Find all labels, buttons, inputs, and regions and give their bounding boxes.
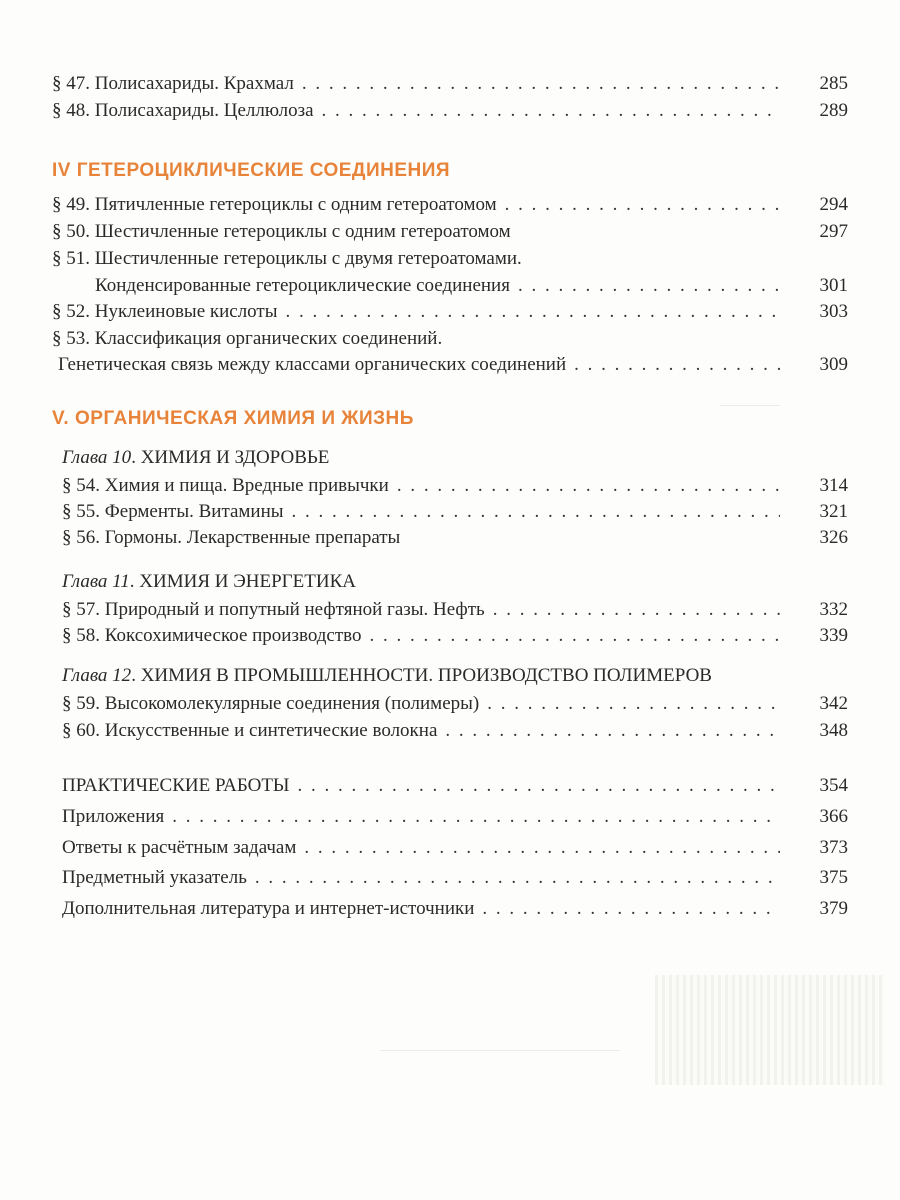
toc-entry-label: Предметный указатель [62, 867, 247, 888]
leader-dots [302, 72, 780, 96]
toc-entry-page: 339 [819, 625, 848, 646]
toc-entry-label: § 57. Природный и попутный нефтяной газы. Нефть [62, 599, 485, 620]
leader-dots [397, 474, 780, 498]
toc-entry-page: 309 [819, 354, 848, 375]
toc-entry-page: 348 [819, 720, 848, 741]
leader-dots [286, 300, 780, 324]
bleed-through-line [720, 405, 780, 406]
toc-entry-label: § 47. Полисахариды. Крахмал [52, 73, 294, 94]
toc-entry-page: 314 [819, 475, 848, 496]
toc-entry-page: 289 [819, 100, 848, 121]
toc-entry-page: 375 [819, 867, 848, 888]
leader-dots [322, 99, 780, 123]
toc-entry-page: 326 [819, 527, 848, 548]
toc-entry-label: ПРАКТИЧЕСКИЕ РАБОТЫ [62, 775, 290, 796]
toc-entry-label: § 54. Химия и пища. Вредные привычки [62, 475, 389, 496]
chapter-10-heading[interactable] [62, 446, 329, 470]
toc-entry-label: § 48. Полисахариды. Целлюлоза [52, 100, 314, 121]
toc-entry-page: 303 [819, 301, 848, 322]
toc-entry-page: 379 [819, 898, 848, 919]
chapter-title: . ХИМИЯ И ЗДОРОВЬЕ [131, 447, 330, 468]
toc-entry-label: § 56. Гормоны. Лекарственные препараты [62, 527, 401, 548]
toc-entry-label: Генетическая связь между классами органических соединений [58, 354, 567, 375]
leader-dots [574, 353, 780, 377]
toc-entry-label: § 55. Ферменты. Витамины [62, 501, 284, 522]
toc-entry-page: 297 [819, 221, 848, 242]
leader-dots [505, 193, 780, 217]
toc-entry-page: 294 [819, 194, 848, 215]
chapter-label: Глава 10 [62, 447, 132, 468]
toc-entry-page: 321 [819, 501, 848, 522]
chapter-title: . ХИМИЯ В ПРОМЫШЛЕННОСТИ. ПРОИЗВОДСТВО ПОЛИМЕРОВ [131, 665, 712, 686]
section-heading-iv[interactable]: IV ГЕТЕРОЦИКЛИЧЕСКИЕ СОЕДИНЕНИЯ [52, 160, 451, 181]
toc-entry-page: 366 [819, 806, 848, 827]
toc-entry-label: § 50. Шестичленные гетероциклы с одним гетероатомом [52, 221, 511, 242]
leader-dots [370, 624, 780, 648]
chapter-11-heading[interactable] [62, 570, 356, 594]
toc-entry-51-line1[interactable]: § 51. Шестичленные гетероциклы с двумя гетероатомами. [52, 248, 522, 269]
bleed-through-barcode-shape [655, 975, 885, 1085]
toc-entry-label: § 60. Искусственные и синтетические волокна [62, 720, 438, 741]
leader-dots [482, 897, 780, 921]
toc-entry-label: § 52. Нуклеиновые кислоты [52, 301, 278, 322]
toc-entry-label: Конденсированные гетероциклические соединения [95, 275, 510, 296]
leader-dots [292, 500, 780, 524]
leader-dots [518, 274, 780, 298]
leader-dots [255, 866, 780, 890]
chapter-label: Глава 11 [62, 571, 130, 592]
toc-entry-label: § 59. Высокомолекулярные соединения (полимеры) [62, 693, 480, 714]
bleed-through-line [380, 1050, 620, 1051]
toc-entry-label: § 49. Пятичленные гетероциклы с одним гетероатомом [52, 194, 497, 215]
leader-dots [172, 805, 780, 829]
leader-dots [298, 774, 781, 798]
leader-dots [487, 692, 780, 716]
leader-dots [445, 719, 780, 743]
toc-entry-page: 354 [819, 775, 848, 796]
toc-entry-page: 301 [819, 275, 848, 296]
toc-entry-page: 373 [819, 837, 848, 858]
toc-entry-label: Дополнительная литература и интернет-источники [62, 898, 475, 919]
toc-entry-page: 332 [819, 599, 848, 620]
section-heading-v[interactable]: V. ОРГАНИЧЕСКАЯ ХИМИЯ И ЖИЗНЬ [52, 408, 414, 429]
toc-entry-53-line1[interactable]: § 53. Классификация органических соединений. [52, 328, 443, 349]
leader-dots [493, 598, 780, 622]
chapter-12-heading[interactable] [62, 664, 712, 688]
toc-entry-page: 285 [819, 73, 848, 94]
toc-entry-label: § 58. Коксохимическое производство [62, 625, 362, 646]
toc-entry-label: Ответы к расчётным задачам [62, 837, 297, 858]
leader-dots [304, 836, 780, 860]
chapter-title: . ХИМИЯ И ЭНЕРГЕТИКА [129, 571, 356, 592]
toc-entry-page: 342 [819, 693, 848, 714]
toc-entry-label: Приложения [62, 806, 165, 827]
chapter-label: Глава 12 [62, 665, 132, 686]
